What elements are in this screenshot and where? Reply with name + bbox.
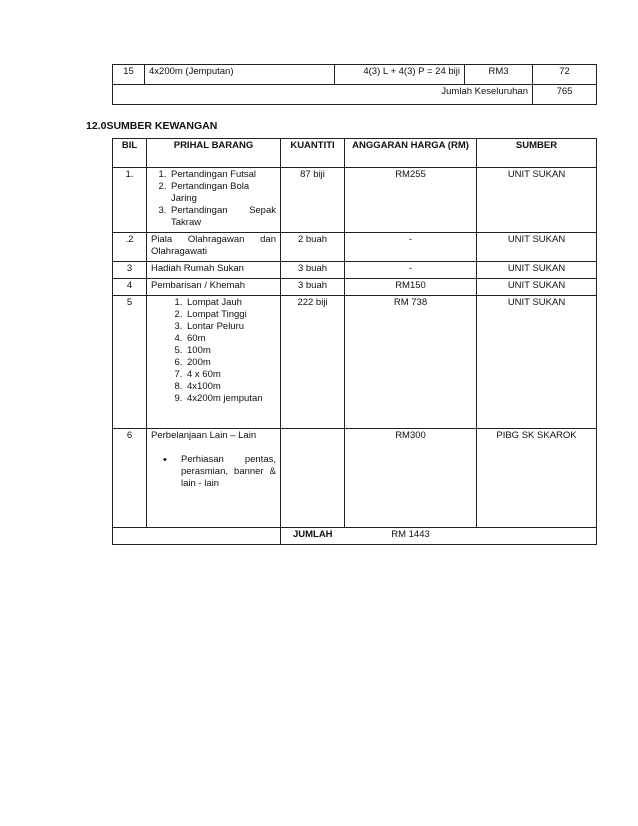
row-source: UNIT SUKAN [477,296,597,429]
row-source: PIBG SK SKAROK [477,429,597,528]
row-source: UNIT SUKAN [477,233,597,262]
total-row [113,528,597,545]
section-heading [86,120,217,132]
list-item: 2. Pertandingan Bola Jaring [169,181,276,205]
top-table [112,64,597,105]
header-row [113,139,597,168]
row-item: Piala Olahragawan dan Olahragawati [147,233,281,262]
list-item: 1. Lompat Jauh [185,297,276,309]
table-row [113,168,597,233]
table-row [113,296,597,429]
list-item: 5. 100m [185,345,276,357]
list-item: 9. 4x200m jemputan [185,393,276,405]
header-bil: BIL [113,139,147,168]
item-list [151,169,276,229]
list-item: 3. Pertandingan Sepak Takraw [169,205,276,229]
section-title: SUMBER KEWANGAN [106,120,218,132]
summary-value: 765 [533,85,597,105]
row-qty: 87 biji [281,168,345,233]
table-row [113,262,597,279]
row-item: Pembarisan / Khemah [147,279,281,296]
row-budget: RM 738 [345,296,477,429]
row-total: 72 [533,65,597,85]
row-item [147,429,281,528]
row-bil: 6 [113,429,147,528]
row-source: UNIT SUKAN [477,262,597,279]
row-budget: RM150 [345,279,477,296]
total-filler [477,528,597,545]
bullet-list [151,454,276,490]
total-label: JUMLAH [281,528,345,545]
row-budget: - [345,262,477,279]
row-item [147,168,281,233]
row-qty: 3 buah [281,279,345,296]
table-row [113,429,597,528]
row-source: UNIT SUKAN [477,279,597,296]
row-bil: .2 [113,233,147,262]
row-budget: RM255 [345,168,477,233]
list-item: 1. Pertandingan Futsal [169,169,276,181]
header-source: SUMBER [477,139,597,168]
row-qty: 222 biji [281,296,345,429]
table-row [113,65,597,85]
row-qty: 3 buah [281,262,345,279]
list-item: 7. 4 x 60m [185,369,276,381]
row-bil: 3 [113,262,147,279]
section-number: 12.0 [86,120,107,132]
summary-row [113,85,597,105]
table-row [113,279,597,296]
header-budget: ANGGARAN HARGA (RM) [345,139,477,168]
budget-table [112,138,597,545]
row-item [147,296,281,429]
list-item: 8. 4x100m [185,381,276,393]
total-spacer [113,528,281,545]
list-item: 3. Lontar Peluru [185,321,276,333]
item-heading: Perbelanjaan Lain – Lain [151,430,257,441]
row-budget: RM300 [345,429,477,528]
list-item: 6. 200m [185,357,276,369]
event-name: 4x200m (Jemputan) [145,65,335,85]
list-item: 4. 60m [185,333,276,345]
unit-price: RM3 [465,65,533,85]
list-item: 2. Lompat Tinggi [185,309,276,321]
table-row [113,233,597,262]
row-qty [281,429,345,528]
row-bil: 4 [113,279,147,296]
row-number: 15 [113,65,145,85]
summary-label: Jumlah Keseluruhan [113,85,533,105]
row-item: Hadiah Rumah Sukan [147,262,281,279]
header-item: PRIHAL BARANG [147,139,281,168]
row-budget: - [345,233,477,262]
row-qty: 2 buah [281,233,345,262]
quantity: 4(3) L + 4(3) P = 24 biji [335,65,465,85]
header-qty: KUANTITI [281,139,345,168]
row-source: UNIT SUKAN [477,168,597,233]
total-value: RM 1443 [345,528,477,545]
row-bil: 1. [113,168,147,233]
list-item: • Perhiasan pentas, perasmian, banner & lain - lain [181,454,276,490]
row-bil: 5 [113,296,147,429]
event-list [151,297,276,405]
